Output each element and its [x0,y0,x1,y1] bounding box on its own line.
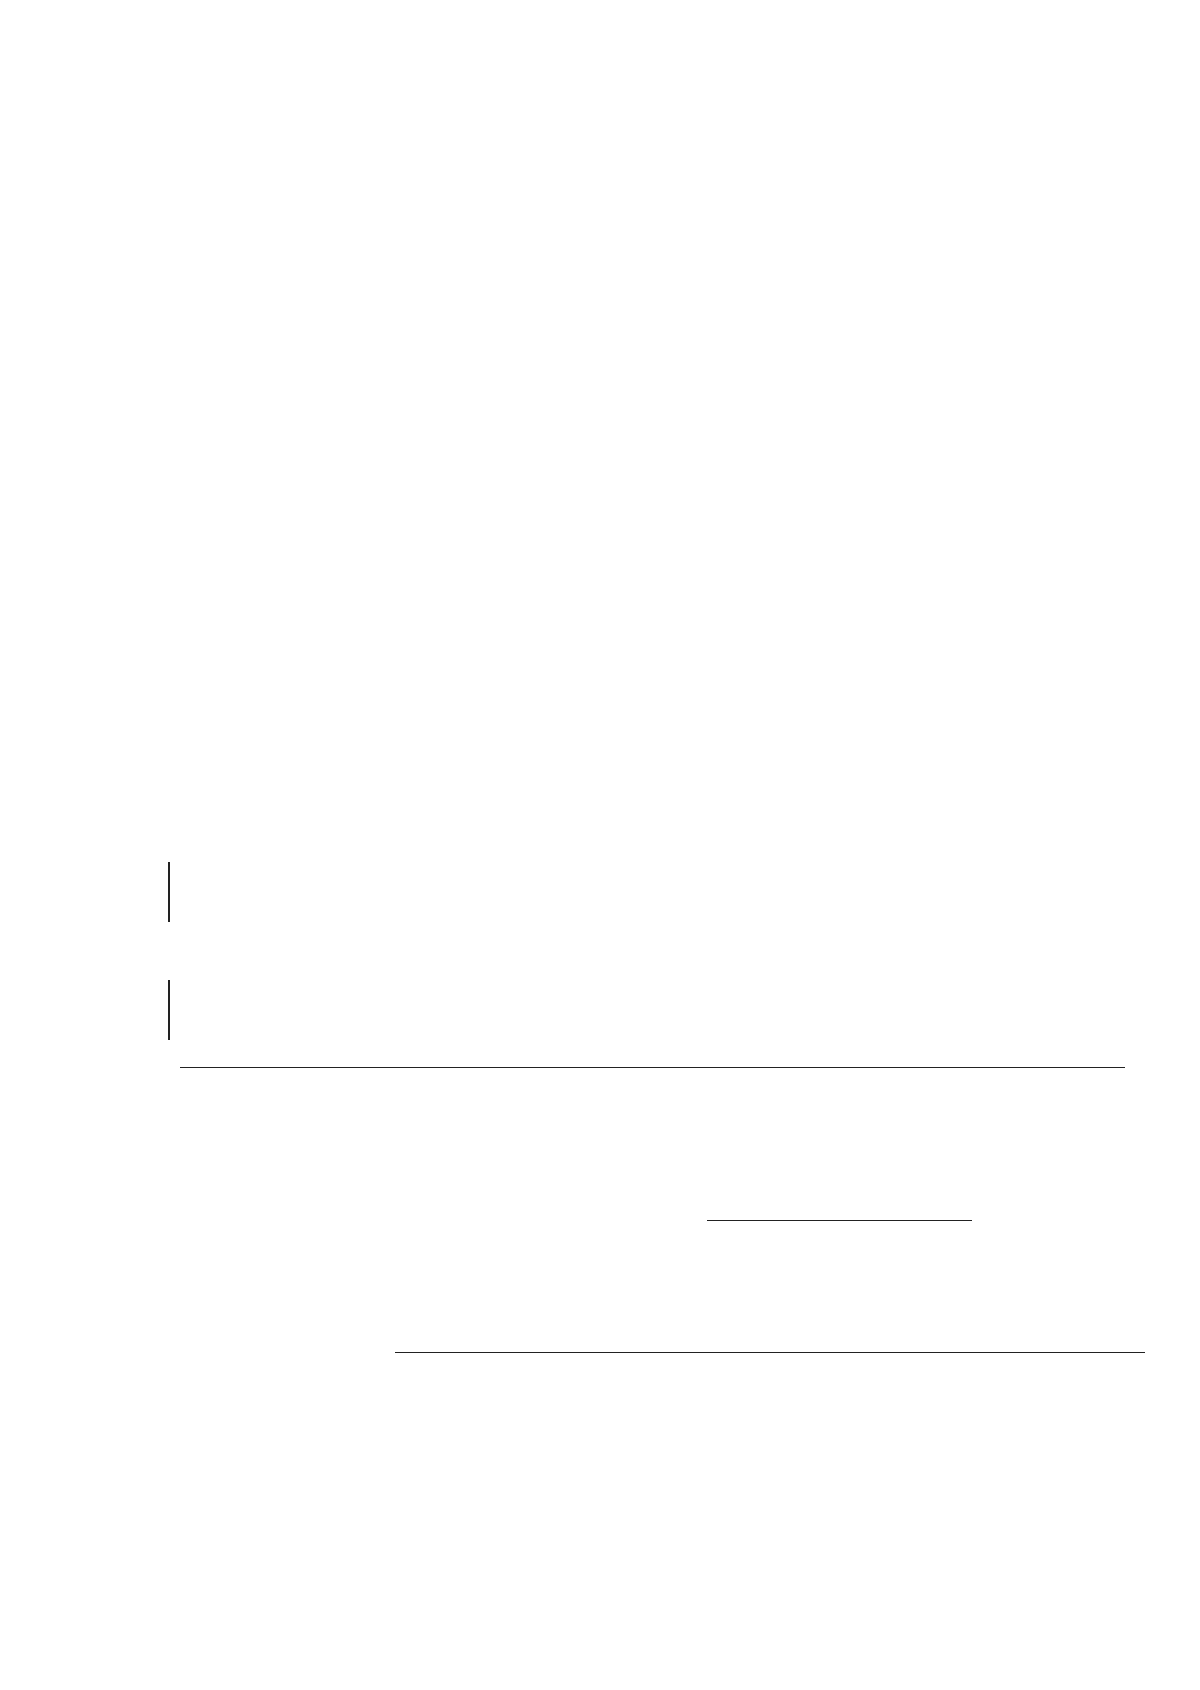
signature-line [707,1220,972,1221]
item-11-fill-line [395,1352,1145,1353]
phone-number-grid [168,862,170,922]
print-line [180,1067,1125,1068]
email-grid [168,980,170,1040]
